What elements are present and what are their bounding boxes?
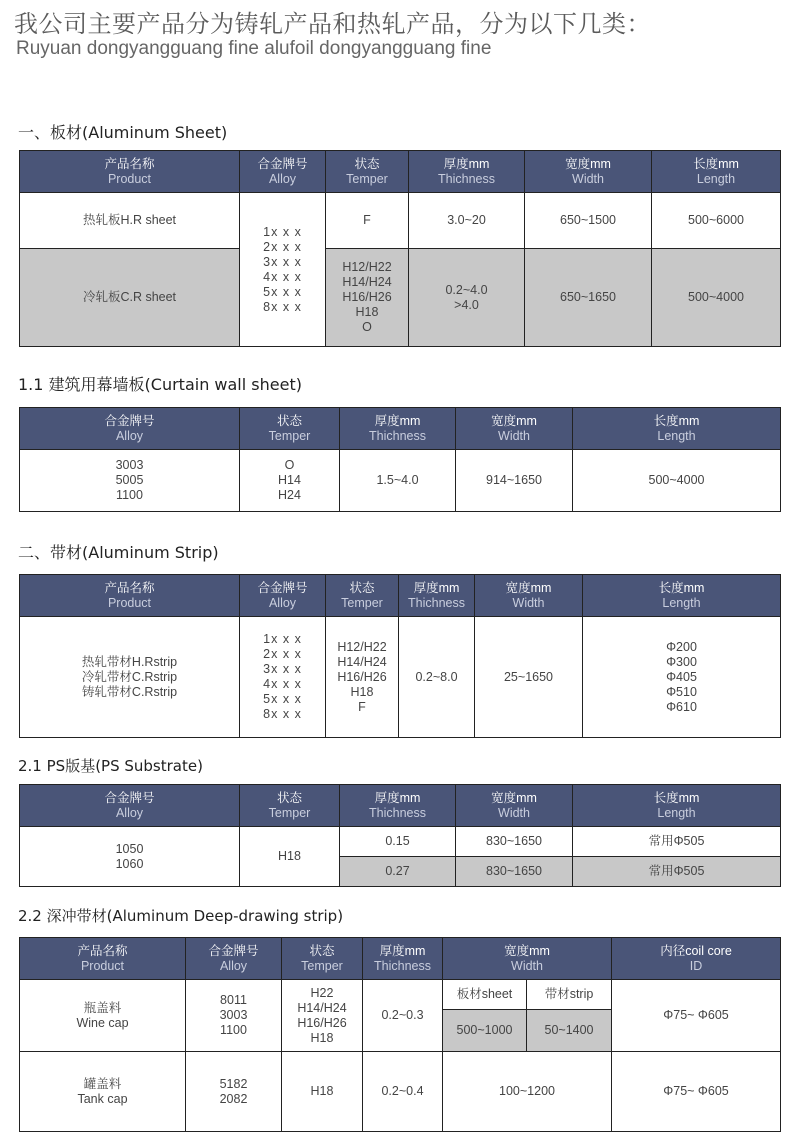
alloy-cell: 5182 2082 [186, 1052, 282, 1132]
thickness-cell: 0.2~0.4 [363, 1052, 443, 1132]
header-alloy: 合金牌号 Alloy [240, 151, 326, 193]
width-strip-label: 带材strip [527, 980, 612, 1010]
temper-cell: H12/H22 H14/H24 H16/H26 H18 F [326, 617, 399, 738]
header-length: 长度mm Length [573, 408, 781, 450]
temper-cell: O H14 H24 [240, 450, 340, 512]
thickness-cell: 0.27 [340, 857, 456, 887]
table-row [20, 450, 781, 512]
thickness-cell: 0.2~8.0 [399, 617, 475, 738]
header-thickness: 厚度mm Thichness [363, 938, 443, 980]
width-sheet-label: 板材sheet [443, 980, 527, 1010]
header-alloy: 合金牌号 Alloy [20, 408, 240, 450]
ps-substrate-table [19, 784, 781, 887]
table-header-row [20, 938, 781, 980]
table-header-row [20, 151, 781, 193]
product-cell: 热轧板H.R sheet [20, 193, 240, 249]
thickness-cell: 0.2~0.3 [363, 980, 443, 1052]
alloy-cell: 3003 5005 1100 [20, 450, 240, 512]
product-cell: 罐盖料 Tank cap [20, 1052, 186, 1132]
section-ps-substrate-heading: 2.1 PS版基(PS Substrate) [18, 757, 203, 775]
aluminum-strip-table [19, 574, 781, 738]
header-alloy: 合金牌号 Alloy [240, 575, 326, 617]
length-cell: 常用Φ505 [573, 827, 781, 857]
deep-drawing-strip-table [19, 937, 781, 1132]
thickness-cell: 1.5~4.0 [340, 450, 456, 512]
header-length: 长度mm Length [583, 575, 781, 617]
width-cell: 25~1650 [475, 617, 583, 738]
alloy-cell: 1x x x 2x x x 3x x x 4x x x 5x x x 8x x x [240, 617, 326, 738]
header-thickness: 厚度mm Thichness [409, 151, 525, 193]
header-temper: 状态 Temper [326, 575, 399, 617]
thickness-cell: 0.15 [340, 827, 456, 857]
table-row [20, 617, 781, 738]
table-row [20, 193, 781, 249]
table-row [20, 249, 781, 347]
header-alloy: 合金牌号 Alloy [20, 785, 240, 827]
thickness-cell: 3.0~20 [409, 193, 525, 249]
table-header-row [20, 408, 781, 450]
header-temper: 状态 Temper [240, 785, 340, 827]
product-cell: 瓶盖料 Wine cap [20, 980, 186, 1052]
width-strip-cell: 50~1400 [527, 1010, 612, 1052]
section-aluminum-sheet-heading: 一、板材(Aluminum Sheet) [18, 123, 228, 142]
section-aluminum-strip-heading: 二、带材(Aluminum Strip) [18, 543, 219, 562]
aluminum-sheet-table [19, 150, 781, 347]
section-deep-drawing-heading: 2.2 深冲带材(Aluminum Deep-drawing strip) [18, 907, 344, 925]
table-header-row [20, 785, 781, 827]
width-cell: 650~1650 [525, 249, 652, 347]
length-cell: 常用Φ505 [573, 857, 781, 887]
length-cell: 500~6000 [652, 193, 781, 249]
temper-cell: H18 [240, 827, 340, 887]
header-thickness: 厚度mm Thichness [340, 408, 456, 450]
header-width: 宽度mm Width [525, 151, 652, 193]
header-length: 长度mm Length [573, 785, 781, 827]
header-length: 长度mm Length [652, 151, 781, 193]
temper-cell: H22 H14/H24 H16/H26 H18 [282, 980, 363, 1052]
page-subtitle: Ruyuan dongyangguang fine alufoil dongyangguang fine [16, 38, 492, 59]
header-product: 产品名称 Product [20, 938, 186, 980]
alloy-cell: 8011 3003 1100 [186, 980, 282, 1052]
header-product: 产品名称 Product [20, 575, 240, 617]
header-core-id: 内径coil core ID [612, 938, 781, 980]
header-thickness: 厚度mm Thichness [399, 575, 475, 617]
table-row [20, 980, 781, 1010]
header-product: 产品名称 Product [20, 151, 240, 193]
width-cell: 830~1650 [456, 827, 573, 857]
header-width: 宽度mm Width [475, 575, 583, 617]
width-cell: 100~1200 [443, 1052, 612, 1132]
length-cell: 500~4000 [652, 249, 781, 347]
header-temper: 状态 Temper [240, 408, 340, 450]
length-cell: Φ200 Φ300 Φ405 Φ510 Φ610 [583, 617, 781, 738]
width-cell: 830~1650 [456, 857, 573, 887]
temper-cell: H18 [282, 1052, 363, 1132]
page-title: 我公司主要产品分为铸轧产品和热轧产品，分为以下几类： [14, 10, 651, 38]
section-curtain-wall-heading: 1.1 建筑用幕墙板(Curtain wall sheet) [18, 375, 302, 394]
width-sheet-cell: 500~1000 [443, 1010, 527, 1052]
header-width: 宽度mm Width [456, 408, 573, 450]
table-row [20, 827, 781, 857]
core-cell: Φ75~ Φ605 [612, 1052, 781, 1132]
product-cell: 冷轧板C.R sheet [20, 249, 240, 347]
width-cell: 914~1650 [456, 450, 573, 512]
table-header-row [20, 575, 781, 617]
header-alloy: 合金牌号 Alloy [186, 938, 282, 980]
alloy-cell: 1050 1060 [20, 827, 240, 887]
temper-cell: F [326, 193, 409, 249]
alloy-cell: 1x x x 2x x x 3x x x 4x x x 5x x x 8x x x [240, 193, 326, 347]
header-width: 宽度mm Width [456, 785, 573, 827]
thickness-cell: 0.2~4.0 >4.0 [409, 249, 525, 347]
temper-cell: H12/H22 H14/H24 H16/H26 H18 O [326, 249, 409, 347]
table-row [20, 1052, 781, 1132]
curtain-wall-sheet-table [19, 407, 781, 512]
header-thickness: 厚度mm Thichness [340, 785, 456, 827]
core-cell: Φ75~ Φ605 [612, 980, 781, 1052]
header-width: 宽度mm Width [443, 938, 612, 980]
header-temper: 状态 Temper [282, 938, 363, 980]
header-temper: 状态 Temper [326, 151, 409, 193]
product-cell: 热轧带材H.Rstrip 冷轧带材C.Rstrip 铸轧带材C.Rstrip [20, 617, 240, 738]
length-cell: 500~4000 [573, 450, 781, 512]
width-cell: 650~1500 [525, 193, 652, 249]
